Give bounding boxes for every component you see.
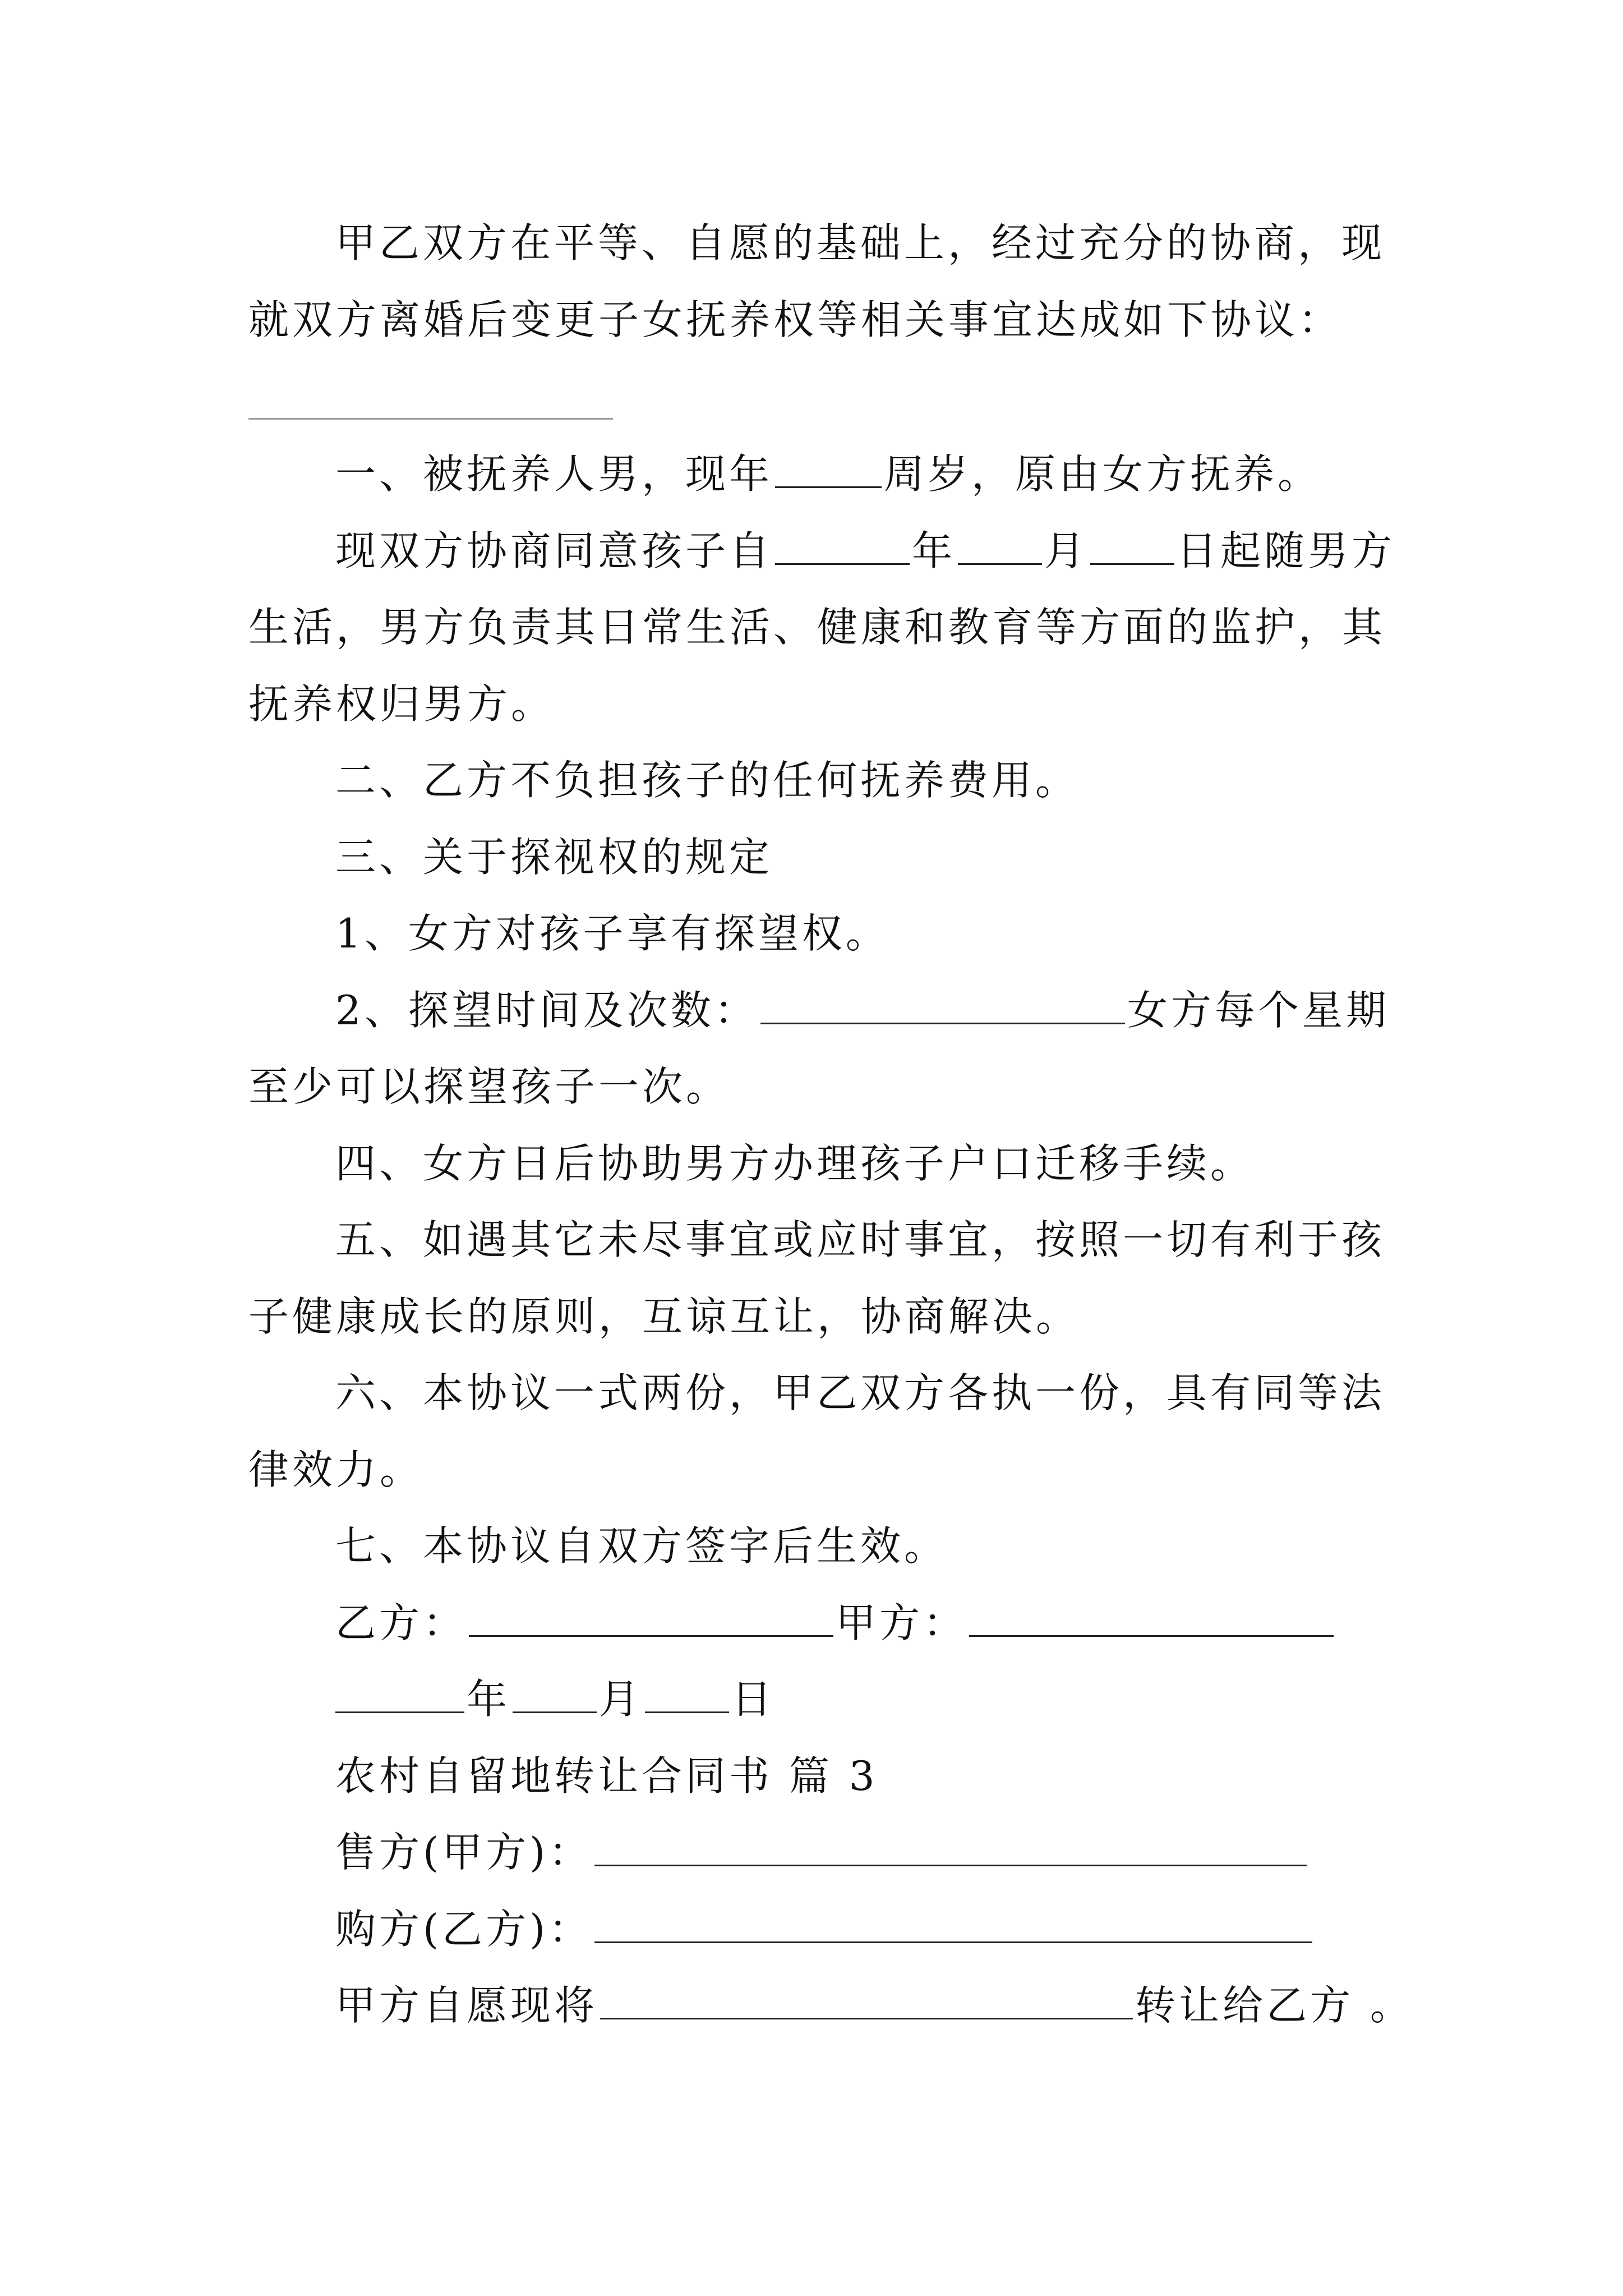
sign-year-label: 年 [467,1676,511,1723]
party-b-label: 乙方： [335,1599,467,1646]
item1-line3: 生活，男方负责其日常生活、健康和教育等方面的监护，其 [248,604,1386,651]
item3-2-text-a: 2、探望时间及次数： [335,987,758,1034]
item5-line2: 子健康成长的原则，互谅互让，协商解决。 [248,1293,1080,1340]
item1-date-month: 月 [1044,527,1089,574]
item6-line1: 六、本协议一式两份，甲乙双方各执一份，具有同等法 [335,1369,1386,1416]
item2-line: 二、乙方不负担孩子的任何抚养费用。 [335,757,1080,804]
item1-date-text-a: 现双方协商同意孩子自 [335,527,773,574]
paragraph-intro-line2: 就双方离婚后变更子女抚养权等相关事宜达成如下协议： [248,296,1343,343]
date-line [335,1671,775,1727]
item1-date-line [335,523,1395,579]
seller-line [335,1824,1309,1880]
day-blank [1090,524,1174,565]
sign-day-label: 日 [731,1676,776,1723]
buyer-blank [594,1902,1312,1943]
sign-month-blank [513,1672,597,1713]
sign-month-label: 月 [599,1676,643,1723]
item1-date-text-d: 日起随男方 [1177,527,1396,574]
age-blank [775,447,882,488]
transfer-text-a: 甲方自愿现将 [335,1982,598,2029]
party-a-signature-blank [969,1596,1334,1637]
transfer-text-b: 转让给乙方 。 [1135,1982,1414,2029]
party-b-signature-blank [469,1596,833,1637]
buyer-label: 购方(乙方)： [335,1906,593,1953]
year-blank [775,524,910,565]
visit-time-blank [760,983,1125,1024]
paragraph-intro-line1: 甲乙双方在平等、自愿的基础上，经过充分的协商，现 [335,219,1386,266]
item1-line4: 抚养权归男方。 [248,680,555,728]
seller-label: 售方(甲方)： [335,1829,593,1876]
transfer-line [335,1977,1414,2033]
seller-blank [594,1825,1307,1866]
item3-2-line [335,982,1390,1038]
item1-text-a: 一、被抚养人男，现年 [335,450,773,498]
item3-2-text-b: 女方每个星期 [1127,987,1390,1034]
item1-line [335,446,1321,502]
item5-line1: 五、如遇其它未尽事宜或应时事宜，按照一切有利于孩 [335,1216,1386,1263]
item3-2-line2: 至少可以探望孩子一次。 [248,1063,730,1110]
item3-line: 三、关于探视权的规定 [335,834,773,881]
buyer-line [335,1901,1315,1957]
transfer-item-blank [600,1978,1133,2019]
section-title-3: 农村自留地转让合同书 篇 3 [335,1752,878,1800]
item3-1-line: 1、女方对孩子享有探望权。 [335,910,889,957]
sign-day-blank [645,1672,729,1713]
item6-line2: 律效力。 [248,1446,424,1493]
item7-line: 七、本协议自双方签字后生效。 [335,1522,948,1570]
signature-line [335,1595,1336,1651]
sign-year-blank [335,1672,464,1713]
item4-line: 四、女方日后协助男方办理孩子户口迁移手续。 [335,1140,1255,1187]
separator-line [248,418,613,420]
party-a-label: 甲方： [836,1599,967,1646]
month-blank [958,524,1042,565]
item1-date-year: 年 [912,527,956,574]
item1-text-b: 周岁，原由女方抚养。 [884,450,1322,498]
